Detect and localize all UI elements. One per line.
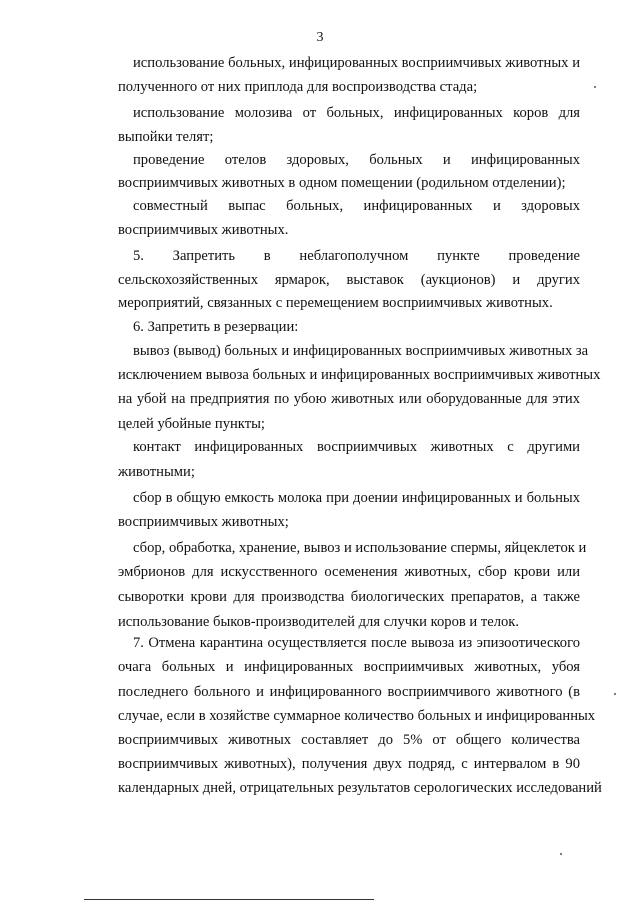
text-line: сбор, обработка, хранение, вывоз и использование спермы, яйцеклеток и [133, 540, 587, 556]
text-line: полученного от них приплода для воспроизводства стада; [118, 79, 478, 95]
text-line: использование быков-производителей для случки коров и телок. [118, 614, 520, 630]
text-line: использование молозива от больных, инфицированных коров для [133, 105, 580, 121]
text-line: восприимчивых животных составляет до 5% от общего количества [118, 732, 580, 748]
text-line: использование больных, инфицированных восприимчивых животных и [133, 55, 580, 71]
scan-speck [614, 693, 616, 695]
scan-speck [594, 86, 596, 88]
text-line: 7. Отмена карантина осуществляется после вывоза из эпизоотического [133, 635, 580, 651]
text-line: последнего больного и инфицированного восприимчивого животного (в [118, 684, 580, 700]
text-line: мероприятий, связанных с перемещением восприимчивых животных. [118, 295, 553, 311]
text-line: исключением вывоза больных и инфицированных восприимчивых животных [118, 367, 601, 383]
text-line: случае, если в хозяйстве суммарное количество больных и инфицированных [118, 708, 596, 724]
text-line: сельскохозяйственных ярмарок, выставок (аукционов) и других [118, 272, 580, 288]
text-line: выпойки телят; [118, 129, 214, 145]
text-line: животными; [118, 464, 195, 480]
text-line: сбор в общую емкость молока при доении инфицированных и больных [133, 490, 580, 506]
scan-edge-line [84, 899, 374, 900]
text-line: целей убойные пункты; [118, 416, 265, 432]
text-line: контакт инфицированных восприимчивых животных с другими [133, 439, 580, 455]
text-line: сыворотки крови для производства биологических препаратов, а также [118, 589, 580, 605]
text-line: 6. Запретить в резервации: [133, 319, 299, 335]
text-line: 5. Запретить в неблагополучном пункте проведение [133, 248, 580, 264]
text-line: восприимчивых животных), получения двух подряд, с интервалом в 90 [118, 756, 580, 772]
text-line: восприимчивых животных; [118, 514, 289, 530]
text-line: проведение отелов здоровых, больных и инфицированных [133, 152, 580, 168]
text-line: восприимчивых животных в одном помещении (родильном отделении); [118, 175, 566, 191]
text-line: календарных дней, отрицательных результатов серологических исследований [118, 780, 602, 796]
text-line: вывоз (вывод) больных и инфицированных восприимчивых животных за [133, 343, 589, 359]
page-number: 3 [316, 30, 324, 45]
text-line: на убой на предприятия по убою животных или оборудованные для этих [118, 391, 580, 407]
text-line: очага больных и инфицированных восприимчивых животных, убоя [118, 659, 580, 675]
text-line: совместный выпас больных, инфицированных и здоровых [133, 198, 580, 214]
scan-speck [560, 853, 562, 855]
text-line: эмбрионов для искусственного осеменения животных, сбор крови или [118, 564, 580, 580]
text-line: восприимчивых животных. [118, 222, 289, 238]
